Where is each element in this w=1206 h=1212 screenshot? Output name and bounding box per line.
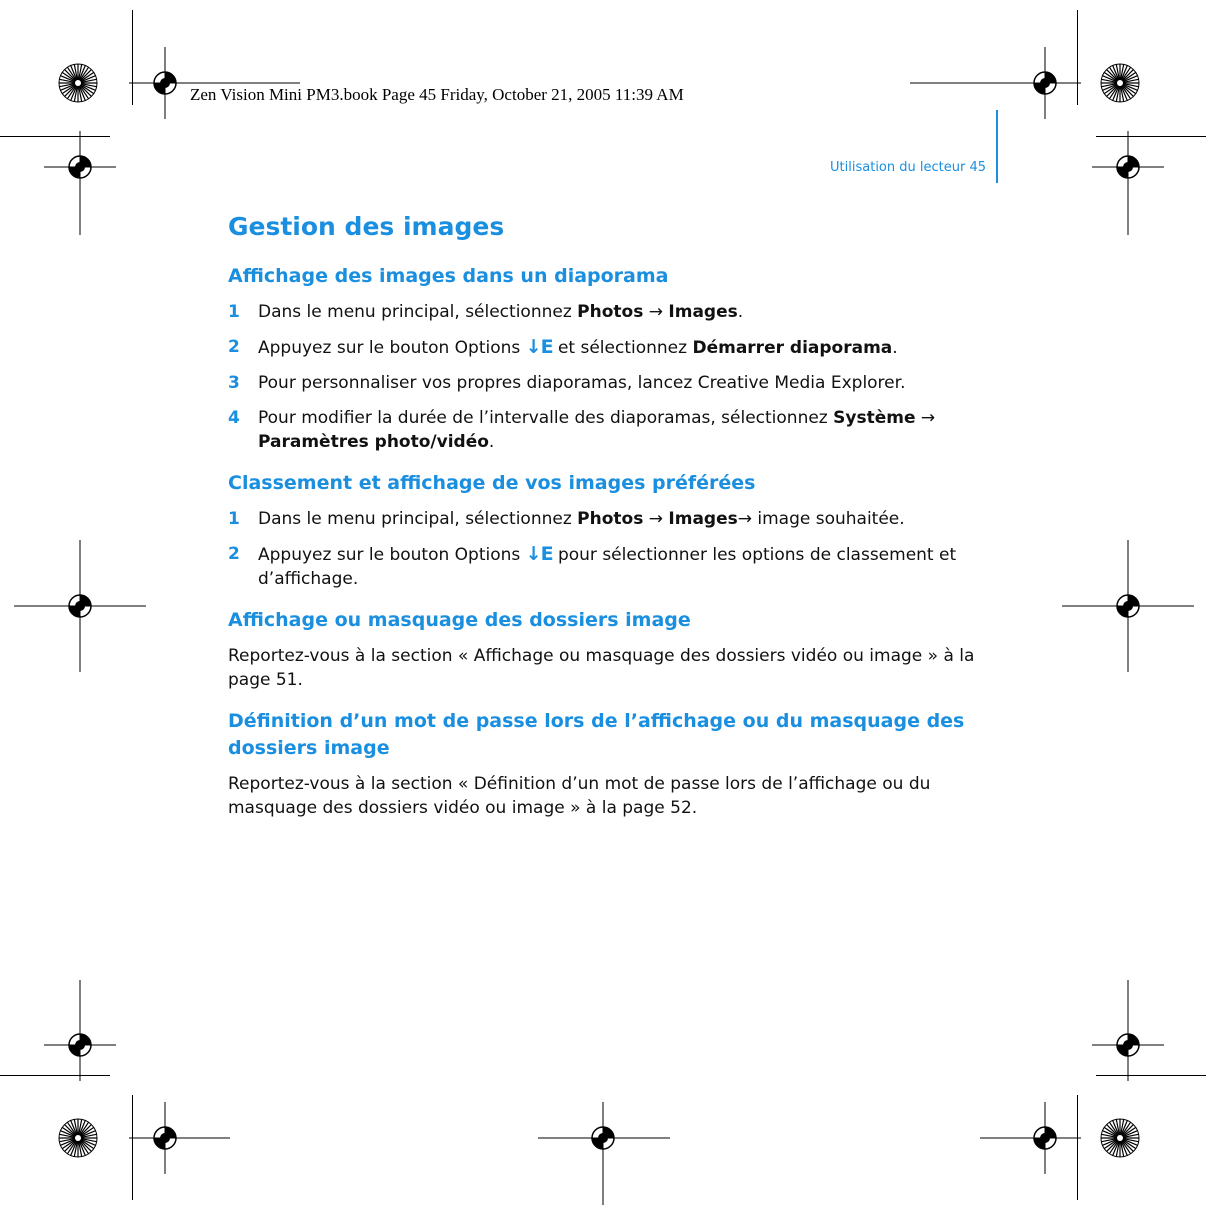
section-folders — [228, 607, 1018, 692]
step-number: 1 — [228, 302, 240, 322]
step-number: 3 — [228, 373, 240, 393]
steps-list — [228, 507, 1018, 591]
list-item: 1 Dans le menu principal, sélectionnez Photos → Images→ image souhaitée. — [228, 509, 905, 529]
steps-list — [228, 300, 1018, 454]
section-heading: Affichage des images dans un diaporama — [228, 265, 669, 287]
options-icon: ↓E — [525, 543, 553, 565]
options-icon: ↓E — [525, 336, 553, 358]
section-text: Reportez-vous à la section « Définition d’un mot de passe lors de l’affichage ou du masquage des dossiers vidéo ou image » à la page 52. — [228, 774, 931, 818]
slug-line: Zen Vision Mini PM3.book Page 45 Friday, October 21, 2005 11:39 AM — [190, 85, 684, 104]
step-number: 2 — [228, 544, 240, 564]
running-head: Utilisation du lecteur 45 — [830, 160, 986, 175]
list-item: 4 Pour modifier la durée de l’intervalle des diaporamas, sélectionnez Système → Paramètres photo/vidéo. — [228, 408, 936, 452]
step-number: 4 — [228, 408, 240, 428]
section-heading: Définition d’un mot de passe lors de l’affichage ou du masquage des dossiers image — [228, 710, 965, 759]
page-content — [228, 212, 1018, 836]
list-item: 2 Appuyez sur le bouton Options ↓E et sélectionnez Démarrer diaporama. — [228, 336, 898, 358]
list-item: 2 Appuyez sur le bouton Options ↓E pour sélectionner les options de classement et d’affichage. — [228, 543, 957, 589]
header-rule — [996, 110, 998, 183]
list-item: 3 Pour personnaliser vos propres diaporamas, lancez Creative Media Explorer. — [228, 373, 906, 393]
list-item: 1 Dans le menu principal, sélectionnez Photos → Images. — [228, 302, 744, 322]
section-password — [228, 708, 1018, 820]
page-title: Gestion des images — [228, 212, 505, 241]
section-text: Reportez-vous à la section « Affichage ou masquage des dossiers vidéo ou image » à la page 51. — [228, 646, 975, 690]
section-heading: Affichage ou masquage des dossiers image — [228, 609, 691, 631]
step-number: 2 — [228, 337, 240, 357]
section-slideshow — [228, 263, 1018, 454]
section-rating — [228, 470, 1018, 591]
step-number: 1 — [228, 509, 240, 529]
section-heading: Classement et affichage de vos images préférées — [228, 472, 756, 494]
